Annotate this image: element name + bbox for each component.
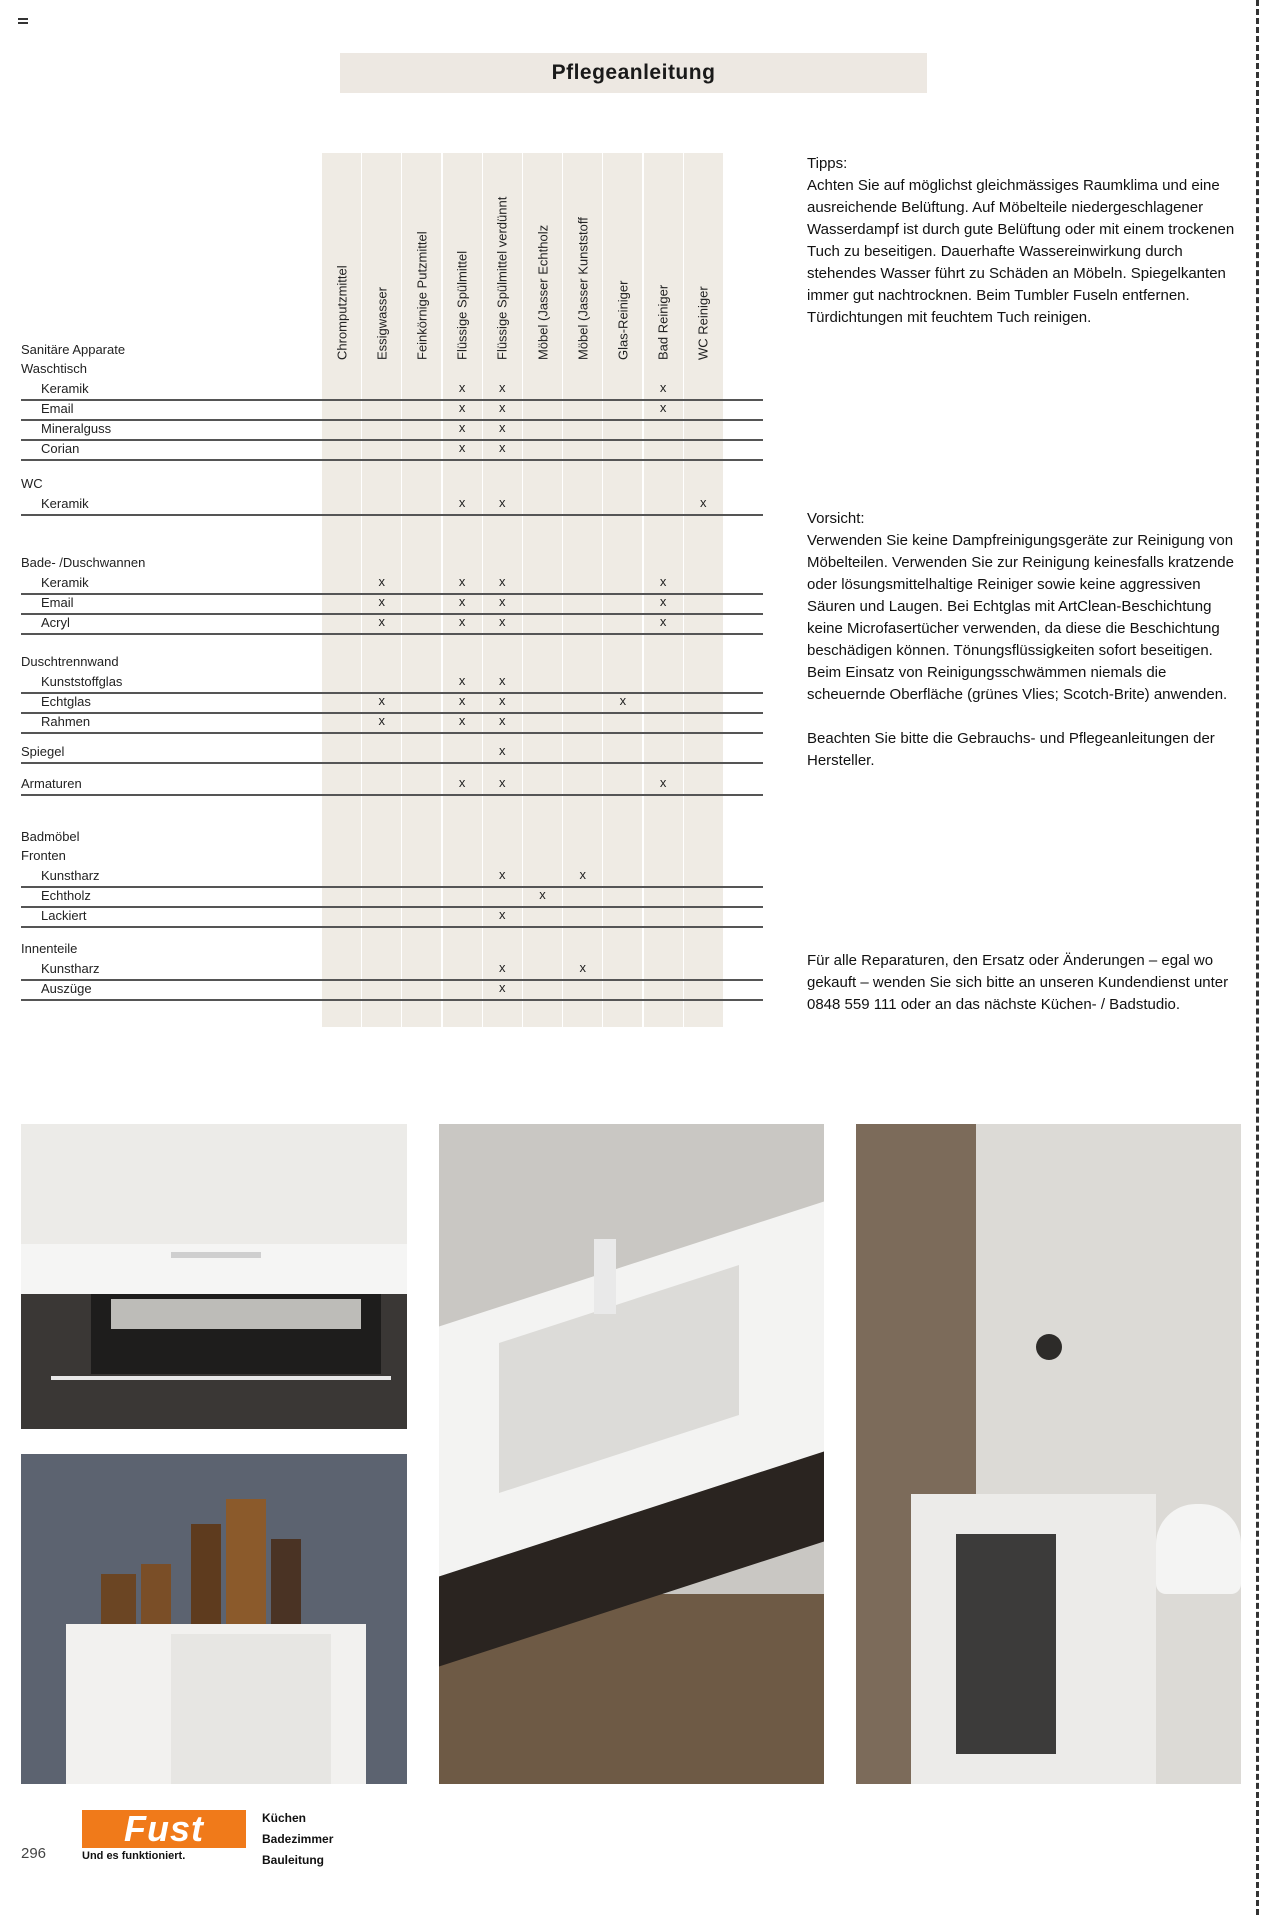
table-row	[21, 614, 763, 635]
vanity-drawer-photo	[21, 1124, 407, 1429]
check-mark: x	[378, 574, 385, 589]
check-mark: x	[378, 614, 385, 629]
table-row	[21, 743, 763, 764]
logo-wordmark: Fust	[82, 1810, 246, 1848]
check-mark: x	[458, 440, 466, 455]
check-mark: x	[458, 574, 466, 589]
towel-cabinet-photo	[856, 1124, 1241, 1784]
column-header-label: Möbel (Jasser Echtholz	[535, 224, 550, 360]
check-mark: x	[458, 693, 466, 708]
check-mark: x	[499, 495, 506, 510]
row-label: Email	[41, 595, 74, 610]
column-header-label: Glas-Reiniger	[615, 280, 631, 360]
check-mark: x	[378, 713, 385, 728]
check-mark: x	[458, 713, 466, 728]
check-mark: x	[378, 693, 385, 708]
group-title: Bade- /Duschwannen	[21, 555, 146, 570]
table-row	[21, 574, 763, 595]
check-mark: x	[499, 980, 506, 995]
check-mark: x	[499, 400, 506, 415]
column-header	[443, 155, 482, 360]
table-row	[21, 420, 763, 441]
row-label: Mineralguss	[41, 421, 112, 436]
check-mark: x	[659, 380, 667, 395]
check-mark: x	[619, 693, 627, 708]
column-header-label: Chromputzmittel	[334, 265, 349, 360]
group-title: Badmöbel	[21, 829, 80, 844]
page-title: Pflegeanleitung	[340, 53, 927, 93]
service-item: Badezimmer	[262, 1832, 334, 1846]
table-row	[21, 775, 763, 796]
check-mark: x	[579, 867, 586, 882]
group-title: Duschtrennwand	[21, 654, 119, 669]
caution-note: Beachten Sie bitte die Gebrauchs- und Pflegeanleitungen der Hersteller.	[807, 730, 1215, 769]
column-header	[644, 155, 683, 360]
check-mark: x	[499, 380, 506, 395]
row-label: Armaturen	[21, 776, 82, 791]
check-mark: x	[458, 420, 466, 435]
check-mark: x	[499, 907, 506, 922]
check-mark: x	[659, 574, 667, 589]
check-mark: x	[458, 614, 466, 629]
table-row	[21, 887, 763, 908]
row-label: Rahmen	[41, 714, 91, 729]
table-row	[21, 960, 763, 981]
tips-text-2: Türdichtungen mit feuchtem Tuch reinigen.	[807, 309, 1092, 326]
check-mark: x	[579, 960, 586, 975]
group-title: WC	[21, 476, 43, 491]
row-label: Echtglas	[41, 694, 91, 709]
row-label: Kunstharz	[41, 868, 100, 883]
check-mark: x	[499, 713, 506, 728]
check-mark: x	[659, 775, 667, 790]
service-item: Bauleitung	[262, 1853, 324, 1867]
check-mark: x	[499, 420, 506, 435]
table-row	[21, 495, 763, 516]
column-header-label: Flüssige Spülmittel	[454, 250, 470, 360]
column-header	[483, 155, 522, 360]
check-mark: x	[458, 673, 466, 688]
check-mark: x	[499, 960, 506, 975]
caution-heading: Vorsicht:	[807, 510, 865, 527]
group-title: Innenteile	[21, 941, 78, 956]
row-label: Keramik	[41, 381, 89, 396]
service-item: Küchen	[262, 1811, 307, 1825]
washbasin-photo	[439, 1124, 824, 1784]
check-mark: x	[458, 400, 466, 415]
column-header-label: Möbel (Jasser Kunststoff	[575, 217, 591, 360]
page-number: 296	[21, 1845, 47, 1862]
check-mark: x	[659, 400, 667, 415]
check-mark: x	[499, 574, 506, 589]
row-label: Auszüge	[41, 981, 92, 996]
column-header-label: Flüssige Spülmittel verdünnt	[494, 196, 510, 360]
column-header	[563, 155, 602, 360]
table-row	[21, 673, 763, 694]
table-row	[21, 980, 763, 1001]
table-row	[21, 693, 763, 714]
repair-note	[807, 950, 1237, 1016]
table-row	[21, 713, 763, 734]
cut-line-divider	[1256, 0, 1259, 1915]
check-mark: x	[659, 614, 667, 629]
check-mark: x	[700, 495, 707, 510]
row-label: Email	[41, 401, 74, 416]
row-label: Keramik	[41, 575, 89, 590]
table-row	[21, 400, 763, 421]
column-header	[322, 155, 361, 360]
column-header	[523, 155, 562, 360]
row-label: Lackiert	[41, 908, 87, 923]
check-mark: x	[458, 775, 466, 790]
check-mark: x	[499, 775, 506, 790]
column-header	[402, 155, 441, 360]
column-header	[603, 155, 642, 360]
table-row	[21, 907, 763, 928]
column-header-label: WC Reiniger	[695, 286, 711, 360]
check-mark: x	[499, 594, 506, 609]
row-label: Keramik	[41, 496, 89, 511]
table-row	[21, 440, 763, 461]
check-mark: x	[499, 693, 506, 708]
caution-section	[807, 508, 1237, 772]
check-mark: x	[499, 867, 506, 882]
table-row	[21, 867, 763, 888]
tips-section	[807, 153, 1237, 329]
check-mark: x	[458, 380, 466, 395]
check-mark: x	[499, 743, 506, 758]
group-title: Fronten	[21, 848, 66, 863]
check-mark: x	[499, 614, 506, 629]
check-mark: x	[659, 594, 667, 609]
cabinet-bottles-photo	[21, 1454, 407, 1784]
logo-tagline: Und es funktioniert.	[82, 1850, 186, 1862]
column-header	[362, 155, 401, 360]
column-header-label: Essigwasser	[374, 287, 390, 360]
row-label: Kunststoffglas	[41, 674, 123, 689]
check-mark: x	[499, 673, 506, 688]
caution-text: Verwenden Sie keine Dampfreinigungsgeräte zur Reinigung von Möbelteilen. Verwenden Sie zur Reinigung keinesfalls kratzende oder lösungsmittelhaltige Reiniger sowie keine aggressiven Säuren und Laugen. Bei Echtglas mit ArtClean-Beschichtung keine Microfasertücher verwenden, da diese die Beschichtung beschädigen können. Tönungsflüssigkeiten sofort beseitigen. Beim Einsatz von Reinigungsschwämmen niemals die scheuernde Oberfläche (grünes Vlies; Scotch-Brite) anwenden.	[807, 532, 1234, 703]
row-label: Acryl	[41, 615, 70, 630]
column-header	[684, 155, 723, 360]
column-header-label: Bad Reiniger	[655, 284, 671, 360]
tips-heading: Tipps:	[807, 155, 848, 172]
table-row	[21, 594, 763, 615]
fust-logo	[82, 1810, 246, 1862]
row-label: Kunstharz	[41, 961, 100, 976]
repair-text: Für alle Reparaturen, den Ersatz oder Änderungen – egal wo gekauft – wenden Sie sich bitte an unseren Kundendienst unter 0848 559 111 oder an das nächste Küchen- / Badstudio.	[807, 952, 1229, 1013]
check-mark: x	[378, 594, 385, 609]
check-mark: x	[458, 495, 466, 510]
menu-icon[interactable]	[18, 18, 28, 26]
row-label: Spiegel	[21, 744, 65, 759]
row-label: Corian	[41, 441, 80, 456]
tips-text: Achten Sie auf möglichst gleichmässiges Raumklima und eine ausreichende Belüftung. Auf Möbelteile niedergeschlagener Wasserdampf ist durch gute Belüftung oder mit einem trockenen Tuch zu beseitigen. Dauerhafte Wassereinwirkung durch stehendes Wasser führt zu Schäden an Möbeln. Spiegelkanten immer gut nachtrocknen. Beim Tumbler Fuseln entfernen.	[807, 177, 1235, 304]
group-title: Sanitäre Apparate	[21, 342, 126, 357]
row-label: Echtholz	[41, 888, 91, 903]
group-title: Waschtisch	[21, 361, 87, 376]
check-mark: x	[458, 594, 466, 609]
table-row	[21, 380, 763, 401]
check-mark: x	[539, 887, 546, 902]
column-header-label: Feinkörnige Putzmittel	[414, 231, 430, 360]
services-list	[262, 1808, 333, 1871]
check-mark: x	[499, 440, 506, 455]
